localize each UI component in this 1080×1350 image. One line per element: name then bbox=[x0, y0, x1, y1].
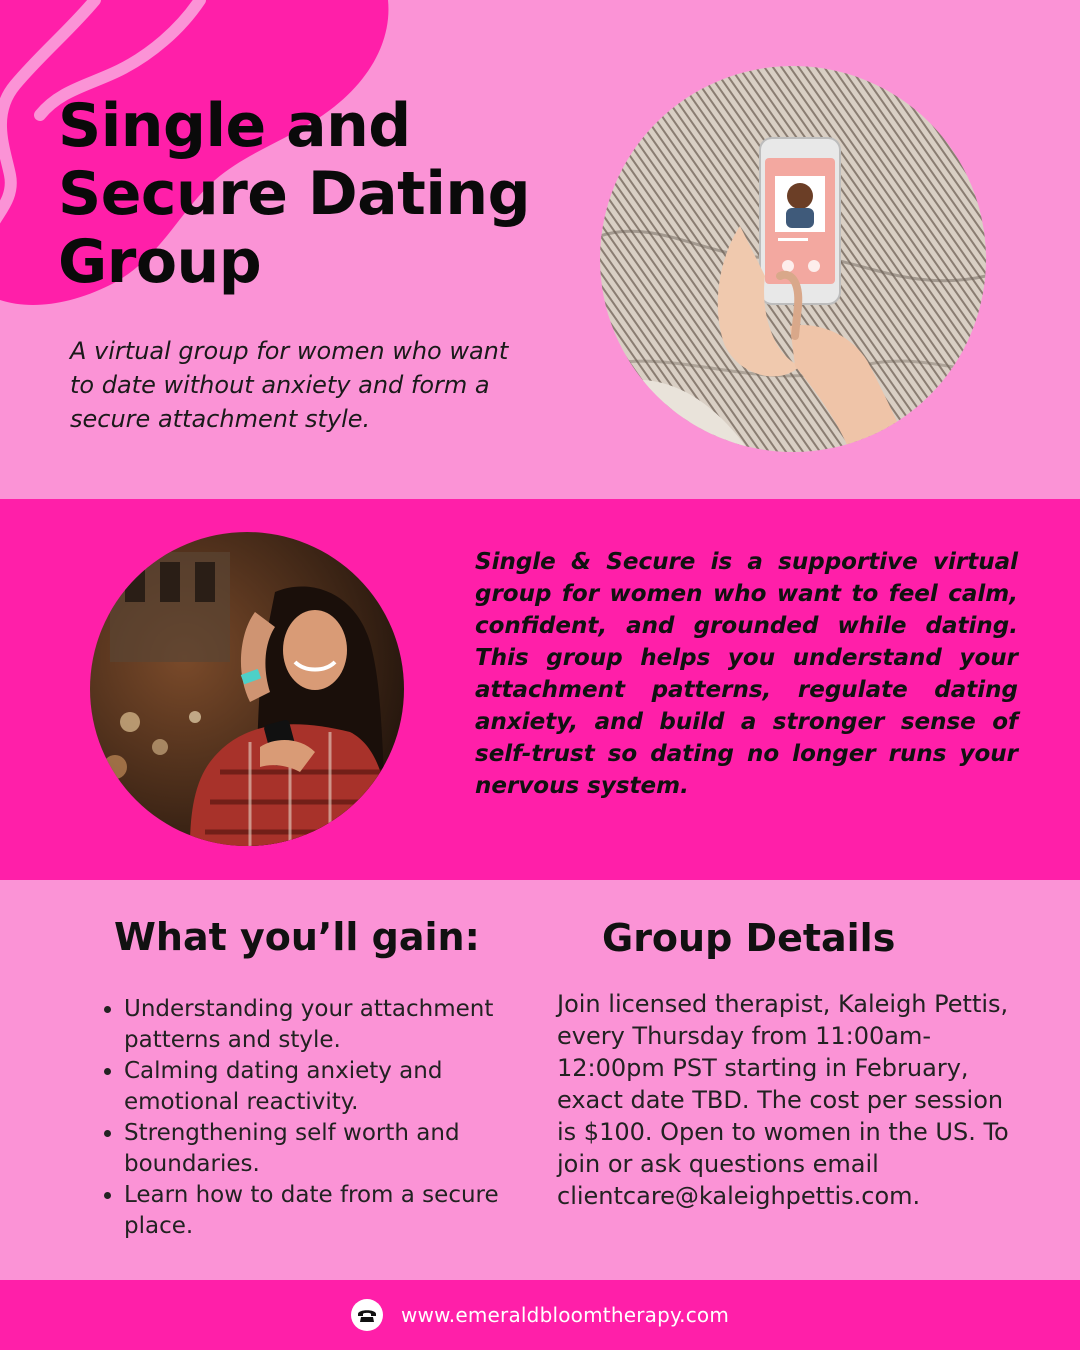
website-link[interactable]: www.emeraldbloomtherapy.com bbox=[400, 1303, 730, 1327]
group-description: Single & Secure is a supportive virtual group for women who want to feel calm, confident, and grounded while dating. This group helps you understand your attachment patterns, regulate dating anxiety, and build a stronger sense of self-trust so dating no longer runs your nervous system. bbox=[475, 549, 1018, 799]
hero-section bbox=[0, 0, 1080, 499]
group-details-heading: Group Details bbox=[602, 916, 896, 960]
group-details-text: Join licensed therapist, Kaleigh Pettis, every Thursday from 11:00am- 12:00pm PST starting in February, exact date TBD. The cost per session is $100. Open to women in the US. To join or ask questions email clientcare@kaleighpettis.com. bbox=[557, 990, 1009, 1210]
phone-icon bbox=[351, 1299, 383, 1331]
page-title: Single and Secure Dating Group bbox=[58, 91, 531, 297]
gain-heading: What you’ll gain: bbox=[114, 915, 480, 959]
gain-list bbox=[96, 994, 564, 1242]
list-item: • Calming dating anxiety and emotional reactivity. bbox=[124, 1056, 564, 1118]
dating-app-photo bbox=[600, 66, 986, 452]
list-item: • Strengthening self worth and boundaries. bbox=[124, 1118, 564, 1180]
footer bbox=[0, 1280, 1080, 1350]
list-item: • Learn how to date from a secure place. bbox=[124, 1180, 564, 1242]
page-subtitle: A virtual group for women who want to date without anxiety and form a secure attachment style. bbox=[70, 337, 509, 433]
woman-with-phone-photo bbox=[90, 532, 404, 846]
list-item: • Understanding your attachment patterns and style. bbox=[124, 994, 564, 1056]
